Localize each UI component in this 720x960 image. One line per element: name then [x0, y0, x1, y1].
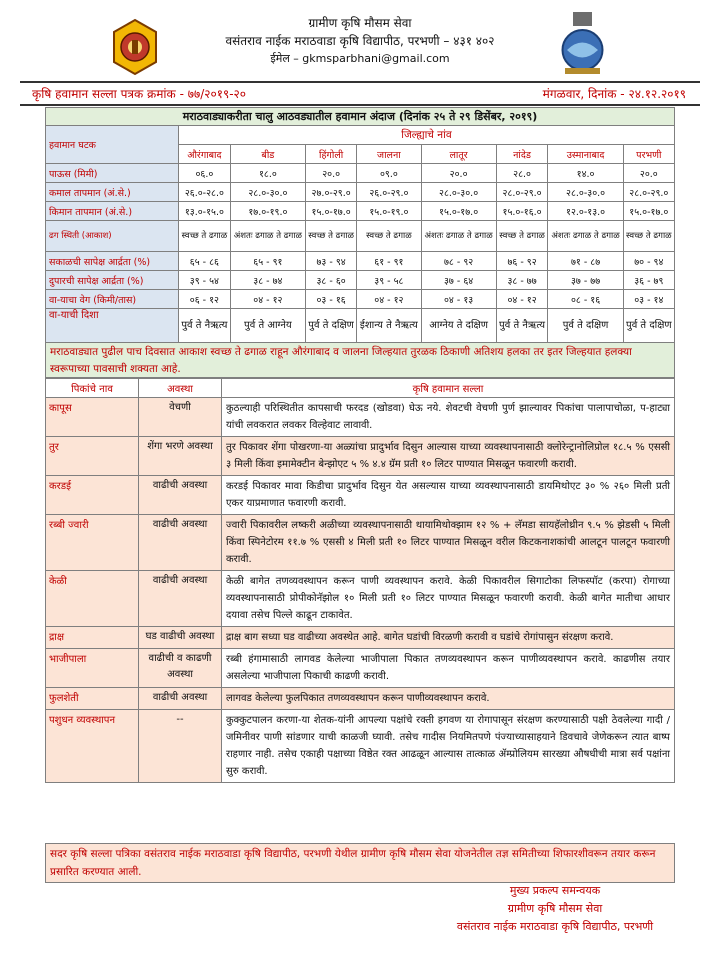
cell-value: ०४ - १३: [421, 290, 496, 309]
advisory-row-livestock: [46, 710, 675, 783]
cell-value: पुर्व ते दक्षिण: [548, 309, 623, 344]
cell-value: २८.०-२९.०: [623, 183, 674, 202]
afternoon-humidity-row: [46, 271, 675, 290]
cell-value: ०४ - १२: [357, 290, 421, 309]
district-group-header: जिल्ह्याचे नांव: [179, 126, 675, 145]
district-name: नांदेड: [496, 145, 548, 164]
cell-value: ०८ - १६: [548, 290, 623, 309]
crop-advice: केळी बागेत तणव्यवस्थापन करून पाणी व्यवस्थापन करावे. केळी पिकावरील सिगाटोका लिफस्पॉट (करपा) रोगाच्या व्यवस्थापनासाठी प्रोपीकोनॅझोल १० मिली प्रती १० लिटर पाण्यात मिसळून फवारणी करावी. केळी बागेत मातीचा आधार दयावा तसेच पिल्ले काढून टाकावेत.: [222, 571, 675, 627]
cell-value: पुर्व ते दक्षिण: [305, 309, 356, 344]
signature-block: [410, 882, 700, 936]
district-name: परभणी: [623, 145, 674, 164]
crop-stage: वाढीची अवस्था: [139, 571, 222, 627]
cell-value: २६.०-२८.०: [179, 183, 231, 202]
header-line-university: वसंतराव नाईक मराठवाडा कृषि विद्यापीठ, परभणी – ४३१ ४०२: [225, 34, 495, 48]
district-name: जालना: [357, 145, 421, 164]
header-divider: [20, 81, 700, 83]
crop-advice: तुर पिकावर शेंगा पोखरणा-या अळ्यांचा प्रादुर्भाव दिसुन आल्यास याच्या व्यवस्थापनासाठी क्लोरेन्ट्रानोलिप्रोल १८.५ % एससी ३ मिली किंवा इमामेक्टीन बेन्झोएट ५ % ४.४ ग्रॅम प्रती १० लिटर पाण्यात मिसळून फवारणी करावी.: [222, 437, 675, 476]
advisory-row-floriculture: [46, 688, 675, 710]
bulletin-bar: [32, 85, 698, 103]
crop-stage: वाढीची व काढणी अवस्था: [139, 649, 222, 688]
crop-advice: कुक्कुटपालन करणा-या शेतक-यांनी आपल्या पक्षांचे रक्ती हगवण या रोगापासून संरक्षण करण्यासाठी पक्षी ठेवलेल्या गादी / जमिनीवर पाणी सांडणार याची काळजी घ्यावी. तसेच गादीस नियमितपणे पंज्याच्यासाहयाने डिवचावे जेणेकरून त्यात बाष्प राहणार नाही. तसेच एकाही पक्षाच्या विष्ठेत रक्त आढळून आल्यास तात्काळ ॲम्प्रोलियम सारख्या औषधीची मात्रा सर्व पक्षांना सुरु करावी.: [222, 710, 675, 783]
crop-name: रब्बी ज्वारी: [46, 515, 139, 571]
bulletin-number: कृषि हवामान सल्ला पत्रक क्रमांक - ७७/२०१९-२०: [32, 87, 247, 101]
cell-value: ०६ - १२: [179, 290, 231, 309]
cell-value: १३.०-१५.०: [179, 202, 231, 221]
cloud-cover-row: [46, 221, 675, 252]
crop-stage: शेंगा भरणे अवस्था: [139, 437, 222, 476]
cell-value: १५.०-१६.०: [496, 202, 548, 221]
weather-forecast-table: [45, 107, 675, 344]
cell-value: स्वच्छ ते ढगाळ: [623, 221, 674, 252]
signature-scheme: ग्रामीण कृषि मौसम सेवा: [507, 902, 603, 915]
cell-value: ३८ - ६०: [305, 271, 356, 290]
cell-value: २०.०: [623, 164, 674, 183]
district-name: हिंगोली: [305, 145, 356, 164]
header-line-email: ईमेल – gkmsparbhani@gmail.com: [270, 52, 450, 65]
min-temp-row: [46, 202, 675, 221]
cell-value: ७६ - ९२: [496, 252, 548, 271]
crop-column-header: पिकांचे नाव: [46, 379, 139, 398]
max-temp-row: [46, 183, 675, 202]
crop-stage: वाढीची अवस्था: [139, 688, 222, 710]
bulletin-date: मंगळवार, दिनांक - २४.१२.२०१९: [542, 87, 686, 101]
crop-name: द्राक्ष: [46, 627, 139, 649]
cell-value: आग्नेय ते दक्षिण: [421, 309, 496, 344]
cell-value: ३९ - ५४: [179, 271, 231, 290]
cell-value: ईशान्य ते नैऋत्य: [357, 309, 421, 344]
cell-value: ६५ - ८६: [179, 252, 231, 271]
cell-value: ०३ - १६: [305, 290, 356, 309]
cell-value: ३८ - ७४: [230, 271, 305, 290]
cell-value: २०.०: [305, 164, 356, 183]
row-label: सकाळची सापेक्ष आर्द्रता (%): [46, 252, 179, 271]
imd-emblem-logo: [555, 10, 610, 76]
cell-value: ३८ - ७७: [496, 271, 548, 290]
cell-value: २८.०-३०.०: [421, 183, 496, 202]
cell-value: २८.०: [496, 164, 548, 183]
crop-name: कापूस: [46, 398, 139, 437]
cell-value: २८.०-३०.०: [230, 183, 305, 202]
district-name: उस्मानाबाद: [548, 145, 623, 164]
cell-value: १८.०: [230, 164, 305, 183]
cell-value: २६.०-२९.०: [357, 183, 421, 202]
advisory-row-safflower: [46, 476, 675, 515]
crop-advice: रब्बी हंगामासाठी लागवड केलेल्या भाजीपाला पिकात तणव्यवस्थापन करून पाणीव्यवस्थापन करावे. काढणीस तयार असलेल्या भाजीपाला पिकाची काढणी करावी.: [222, 649, 675, 688]
cell-value: २७.०-२९.०: [305, 183, 356, 202]
weather-table-title: मराठवाड्याकरीता चालु आठवड्यातील हवामान अंदाज (दिनांक २५ ते २९ डिसेंबर, २०१९): [46, 108, 675, 126]
cell-value: स्वच्छ ते ढगाळ: [179, 221, 231, 252]
signature-designation: मुख्य प्रकल्प समन्वयक: [509, 884, 601, 897]
row-label: दुपारची सापेक्ष आर्द्रता (%): [46, 271, 179, 290]
cell-value: १५.०-१७.०: [421, 202, 496, 221]
cell-value: ०६.०: [179, 164, 231, 183]
crop-name: फुलशेती: [46, 688, 139, 710]
param-header: हवामान घटक: [46, 126, 179, 164]
district-group-row: [46, 126, 675, 145]
cell-value: अंशतः ढगाळ ते ढगाळ: [421, 221, 496, 252]
row-label: पाऊस (मिमी): [46, 164, 179, 183]
cell-value: ३९ - ५८: [357, 271, 421, 290]
advisory-header-row: [46, 379, 675, 398]
advisory-row-vegetables: [46, 649, 675, 688]
cell-value: ०४ - १२: [496, 290, 548, 309]
advisory-row-cotton: [46, 398, 675, 437]
cell-value: पुर्व ते नैऋत्य: [496, 309, 548, 344]
advice-column-header: कृषि हवामान सल्ला: [222, 379, 675, 398]
cell-value: ७० - ९४: [623, 252, 674, 271]
advisory-row-grapes: [46, 627, 675, 649]
cell-value: पुर्व ते आग्नेय: [230, 309, 305, 344]
cell-value: ०४ - १२: [230, 290, 305, 309]
morning-humidity-row: [46, 252, 675, 271]
row-label: वा-याचा वेग (किमी/तास): [46, 290, 179, 309]
cell-value: २०.०: [421, 164, 496, 183]
advisory-row-tur: [46, 437, 675, 476]
cell-value: ३७ - ६४: [421, 271, 496, 290]
cell-value: पुर्व ते दक्षिण: [623, 309, 674, 344]
wind-speed-row: [46, 290, 675, 309]
cell-value: अंशतः ढगाळ ते ढगाळ: [548, 221, 623, 252]
cell-value: ३७ - ७७: [548, 271, 623, 290]
crop-stage: वाढीची अवस्था: [139, 476, 222, 515]
crop-advice: कुठल्याही परिस्थितीत कापसाची फरदड (खोडवा) घेऊ नये. शेवटची वेचणी पुर्ण झाल्यावर पिकांचा पालापाचोळा, प-हाट्या यांची लवकरात लवकर विल्हेवाट लावावी.: [222, 398, 675, 437]
signature-university: वसंतराव नाईक मराठवाडा कृषि विद्यापीठ, परभणी: [456, 920, 654, 933]
crop-name: पशुधन व्यवस्थापन: [46, 710, 139, 783]
footer-note: सदर कृषि सल्ला पत्रिका वसंतराव नाईक मराठवाडा कृषि विद्यापीठ, परभणी येथील ग्रामीण कृषि मौसम सेवा योजनेतील तज्ञ समितीच्या शिफारशीवरून तयार करून प्रसारित करण्यात आली.: [45, 843, 675, 883]
rainfall-row: [46, 164, 675, 183]
district-name: बीड: [230, 145, 305, 164]
cell-value: स्वच्छ ते ढगाळ: [496, 221, 548, 252]
crop-advice: करडई पिकावर मावा किडीचा प्रादुर्भाव दिसुन येत असल्यास याच्या व्यवस्थापनासाठी डायमिथोएट ३० % २६० मिली प्रती एकर याप्रमाणात फवारणी करावी.: [222, 476, 675, 515]
crop-stage: घड वाढीची अवस्था: [139, 627, 222, 649]
crop-advisory-table: [45, 378, 675, 783]
cell-value: १४.०: [548, 164, 623, 183]
bulletin-divider: [20, 104, 700, 106]
row-label: ढग स्थिती (आकाश): [46, 221, 179, 252]
cell-value: ६१ - ९१: [357, 252, 421, 271]
crop-stage: --: [139, 710, 222, 783]
document-header: [0, 0, 720, 80]
advisory-row-rabi-jowar: [46, 515, 675, 571]
crop-advice: ज्वारी पिकावरील लष्करी अळीच्या व्यवस्थापनासाठी थायामिथोक्झाम १२ % + लॅमडा सायहॅलोथ्रीन ९.५ % झेडसी ५ मिली किंवा स्पिनेटोरम ११.७ % एससी ४ मिली प्रती १० लिटर पाण्यात मिसळून वरील किटकनाशकांची आलटून पालटून फवारणी करावी.: [222, 515, 675, 571]
weather-table-title-row: [46, 108, 675, 126]
cell-value: स्वच्छ ते ढगाळ: [305, 221, 356, 252]
crop-name: तुर: [46, 437, 139, 476]
cell-value: अंशतः ढगाळ ते ढगाळ: [230, 221, 305, 252]
cell-value: १७.०-१९.०: [230, 202, 305, 221]
crop-name: करडई: [46, 476, 139, 515]
header-line-scheme: ग्रामीण कृषि मौसम सेवा: [308, 16, 412, 30]
cell-value: स्वच्छ ते ढगाळ: [357, 221, 421, 252]
stage-column-header: अवस्था: [139, 379, 222, 398]
cell-value: ०३ - १४: [623, 290, 674, 309]
district-name: लातूर: [421, 145, 496, 164]
forecast-summary: मराठवाड्यात पुढील पाच दिवसात आकाश स्वच्छ ते ढगाळ राहून औरंगाबाद व जालना जिल्हयात तुरळक ठिकाणी अतिशय हलका तर इतर जिल्हयात हलक्या स्वरूपाच्या पावसाची शक्यता आहे.: [45, 342, 675, 378]
row-label: कमाल तापमान (अं.से.): [46, 183, 179, 202]
crop-stage: वाढीची अवस्था: [139, 515, 222, 571]
cell-value: ०९.०: [357, 164, 421, 183]
cell-value: १२.०-१३.०: [548, 202, 623, 221]
university-logo: [110, 18, 160, 76]
advisory-row-banana: [46, 571, 675, 627]
cell-value: २८.०-३०.०: [548, 183, 623, 202]
row-label: वा-याची दिशा: [46, 309, 179, 344]
cell-value: ३६ - ७९: [623, 271, 674, 290]
cell-value: १५.०-१९.०: [357, 202, 421, 221]
wind-direction-row: [46, 309, 675, 344]
cell-value: ७१ - ८७: [548, 252, 623, 271]
cell-value: ७८ - ९२: [421, 252, 496, 271]
cell-value: २८.०-२९.०: [496, 183, 548, 202]
cell-value: १५.०-१७.०: [623, 202, 674, 221]
crop-advice: लागवड केलेल्या फुलपिकात तणव्यवस्थापन करून पाणीव्यवस्थापन करावे.: [222, 688, 675, 710]
row-label: किमान तापमान (अं.से.): [46, 202, 179, 221]
cell-value: ७३ - ९४: [305, 252, 356, 271]
cell-value: ६५ - ९१: [230, 252, 305, 271]
cell-value: पुर्व ते नैऋत्य: [179, 309, 231, 344]
district-name: औरंगाबाद: [179, 145, 231, 164]
crop-stage: वेचणी: [139, 398, 222, 437]
cell-value: १५.०-१७.०: [305, 202, 356, 221]
crop-name: केळी: [46, 571, 139, 627]
crop-name: भाजीपाला: [46, 649, 139, 688]
crop-advice: द्राक्ष बाग सध्या घड वाढीच्या अवस्थेत आहे. बागेत घडांची विरळणी करावी व घडांचे रोगांपासुन संरक्षण करावे.: [222, 627, 675, 649]
